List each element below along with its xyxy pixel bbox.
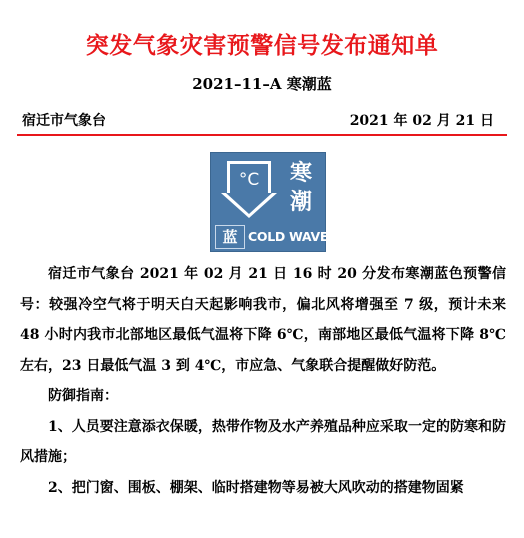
badge-name-chars xyxy=(284,159,318,217)
badge-char-2: 潮 xyxy=(289,190,312,215)
header-divider xyxy=(17,134,507,136)
body-paragraph-4: 2、把门窗、围板、棚架、临时搭建物等易被大风吹动的搭建物固紧 xyxy=(48,479,464,496)
badge-english-label: COLD WAVE xyxy=(248,229,329,244)
notice-body xyxy=(20,259,506,503)
body-paragraph-3: 1、人员要注意添衣保暖，热带作物及水产养殖品种应采取一定的防寒和防风措施； xyxy=(20,418,506,465)
issuer-name: 宿迁市气象台 xyxy=(22,113,106,129)
badge-level-char: 蓝 xyxy=(215,225,245,249)
thermometer-down-arrow-icon xyxy=(219,160,279,220)
badge-char-1: 寒 xyxy=(289,161,312,186)
issue-date: 2021 年 02 月 21 日 xyxy=(349,113,494,129)
notice-number: 2021–11–A 寒潮蓝 xyxy=(192,75,332,93)
cold-wave-blue-signal-badge xyxy=(210,152,329,252)
body-paragraph-2: 防御指南： xyxy=(48,388,118,404)
notice-title: 突发气象灾害预警信号发布通知单 xyxy=(85,33,439,59)
celsius-unit: °C xyxy=(238,170,260,190)
body-paragraph-1: 宿迁市气象台 2021 年 02 月 21 日 16 时 20 分发布寒潮蓝色预警信号：较强冷空气将于明天白天起影响我市，偏北风将增强至 7 级，预计未来 48 小时内我市北部地区最低气温将下降 6℃，南部地区最低气温将下降 8℃左右，23 日最低气温 3 到 4℃，市应急、气象联合提醒做好防范。 xyxy=(20,266,506,374)
